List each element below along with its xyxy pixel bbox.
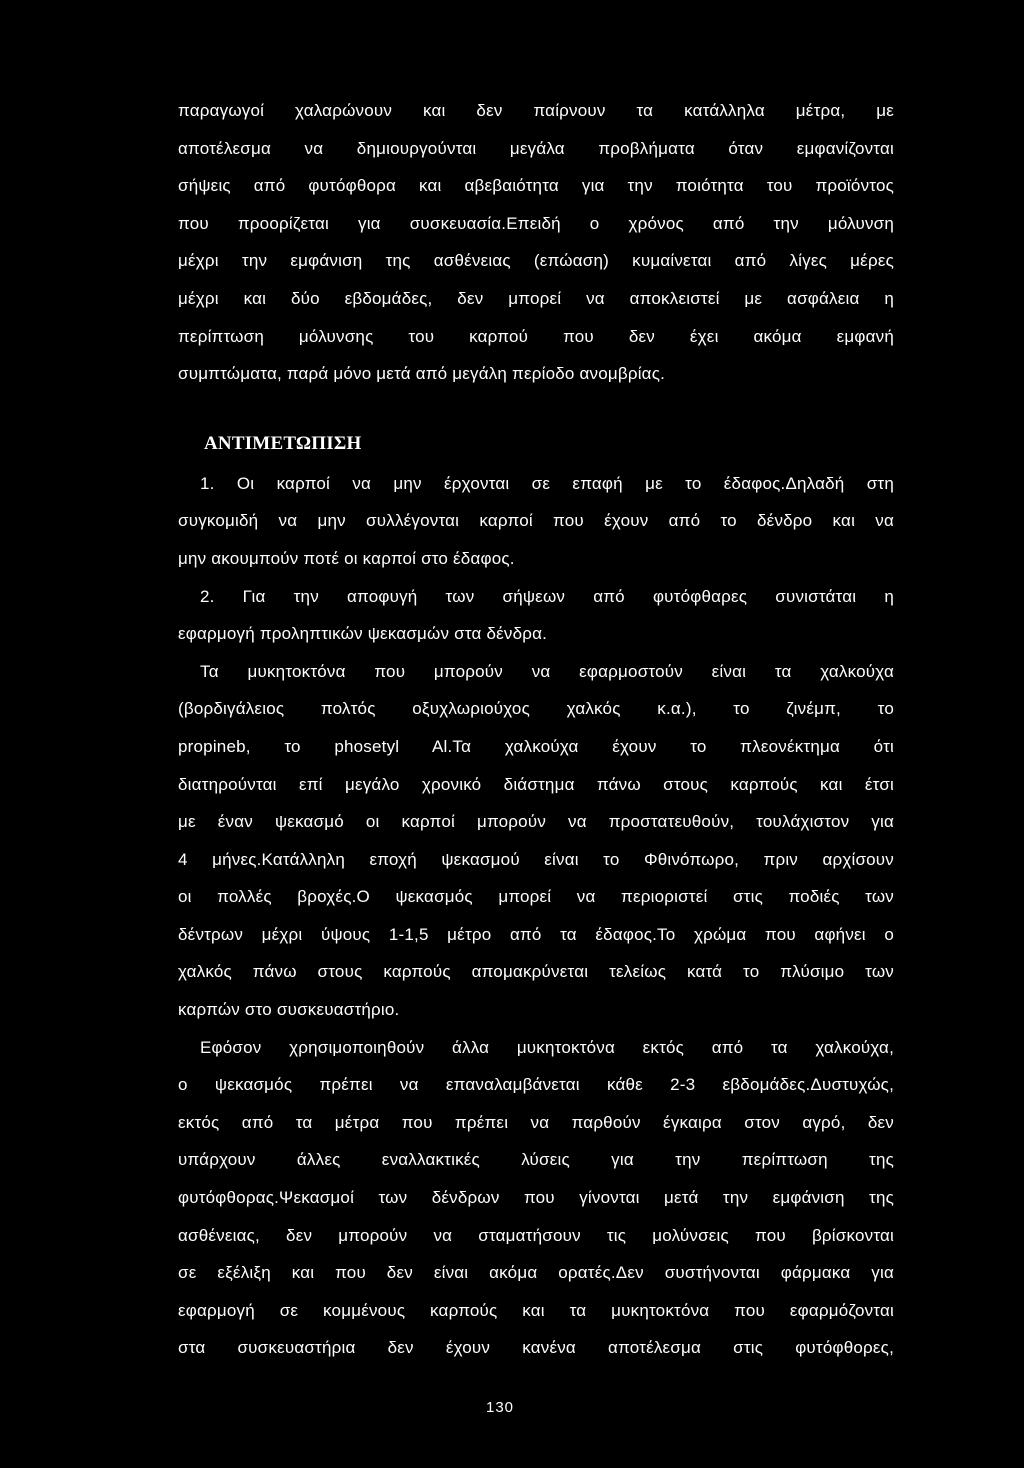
text-line: περίπτωση μόλυνσης του καρπού που δεν έχει ακόμα εμφανή <box>178 326 894 346</box>
text-line: που προορίζεται για συσκευασία.Επειδή ο χρόνος από την μόλυνση <box>178 213 894 233</box>
text-line: εκτός από τα μέτρα που πρέπει να παρθούν έγκαιρα στον αγρό, δεν <box>178 1112 894 1132</box>
text-line: δέντρων μέχρι ύψους 1-1,5 μέτρο από τα έδαφος.Το χρώμα που αφήνει ο <box>178 924 894 944</box>
text-line: οι πολλές βροχές.Ο ψεκασμός μπορεί να περιοριστεί στις ποδιές των <box>178 887 894 907</box>
text-line: με έναν ψεκασμό οι καρποί μπορούν να προστατευθούν, τουλάχιστον για <box>178 812 894 832</box>
text-line: ασθένειας, δεν μπορούν να σταματήσουν τις μολύνσεις που βρίσκονται <box>178 1225 894 1245</box>
text-line: 2. Για την αποφυγή των σήψεων από φυτόφθαρες συνιστάται η <box>200 586 894 606</box>
document-page <box>178 92 894 1367</box>
text-line: ο ψεκασμός πρέπει να επαναλαμβάνεται κάθε 2-3 εβδομάδες.Δυστυχώς, <box>178 1075 894 1095</box>
text-line: στα συσκευαστήρια δεν έχουν κανένα αποτέλεσμα στις φυτόφθορες, <box>178 1338 894 1358</box>
text-line: propineb, το phosetyl Al.Τα χαλκούχα έχουν το πλεονέκτημα ότι <box>178 736 894 756</box>
text-line: σε εξέλιξη και που δεν είναι ακόμα ορατές.Δεν συστήνονται φάρμακα για <box>178 1263 894 1283</box>
text-line: εφαρμογή προληπτικών ψεκασμών στα δένδρα. <box>178 624 548 644</box>
fungicides-paragraph <box>178 653 894 1029</box>
text-line: αποτέλεσμα να δημιουργούνται μεγάλα προβλήματα όταν εμφανίζονται <box>178 138 894 158</box>
text-line: καρπών στο συσκευαστήριο. <box>178 1000 400 1020</box>
text-line: συγκομιδή να μην συλλέγονται καρποί που έχουν από το δένδρο και να <box>178 511 894 531</box>
text-line: Εφόσον χρησιμοποιηθούν άλλα μυκητοκτόνα εκτός από τα χαλκούχα, <box>200 1037 894 1057</box>
section-heading: ΑΝΤΙΜΕΤΩΠΙΣΗ <box>204 432 362 454</box>
text-line: εφαρμογή σε κομμένους καρπούς και τα μυκητοκτόνα που εφαρμόζονται <box>178 1300 894 1320</box>
page-number: 130 <box>485 1399 515 1416</box>
other-fungicides-paragraph <box>178 1029 894 1367</box>
text-line: χαλκός πάνω στους καρπούς απομακρύνεται τελείως κατά το πλύσιμο των <box>178 962 894 982</box>
text-line: 4 μήνες.Κατάλληλη εποχή ψεκασμού είναι το Φθινόπωρο, πριν αρχίσουν <box>178 849 894 869</box>
text-line: υπάρχουν άλλες εναλλακτικές λύσεις για την περίπτωση της <box>178 1150 894 1170</box>
text-line: μέχρι και δύο εβδομάδες, δεν μπορεί να αποκλειστεί με ασφάλεια η <box>178 288 894 308</box>
text-line: 1. Οι καρποί να μην έρχονται σε επαφή με το έδαφος.Δηλαδή στη <box>200 473 894 493</box>
text-line: μέχρι την εμφάνιση της ασθένειας (επώαση) κυμαίνεται από λίγες μέρες <box>178 251 894 271</box>
text-line: Τα μυκητοκτόνα που μπορούν να εφαρμοστούν είναι τα χαλκούχα <box>200 661 894 681</box>
text-line: (βορδιγάλειος πολτός οξυχλωριούχος χαλκός κ.α.), το ζινέμπ, το <box>178 699 894 719</box>
item-2-paragraph <box>178 578 894 653</box>
text-line: διατηρούνται επί μεγάλο χρονικό διάστημα πάνω στους καρπούς και έτσι <box>178 774 894 794</box>
text-line: παραγωγοί χαλαρώνουν και δεν παίρνουν τα κατάλληλα μέτρα, με <box>178 101 894 120</box>
text-line: μην ακουμπούν ποτέ οι καρποί στο έδαφος. <box>178 548 515 568</box>
text-line: φυτόφθορας.Ψεκασμοί των δένδρων που γίνονται μετά την εμφάνιση της <box>178 1188 894 1208</box>
text-line: συμπτώματα, παρά μόνο μετά από μεγάλη περίοδο ανομβρίας. <box>178 364 666 384</box>
intro-paragraph <box>178 92 894 393</box>
item-1-paragraph <box>178 465 894 578</box>
text-line: σήψεις από φυτόφθορα και αβεβαιότητα για την ποιότητα του προϊόντος <box>178 176 894 196</box>
